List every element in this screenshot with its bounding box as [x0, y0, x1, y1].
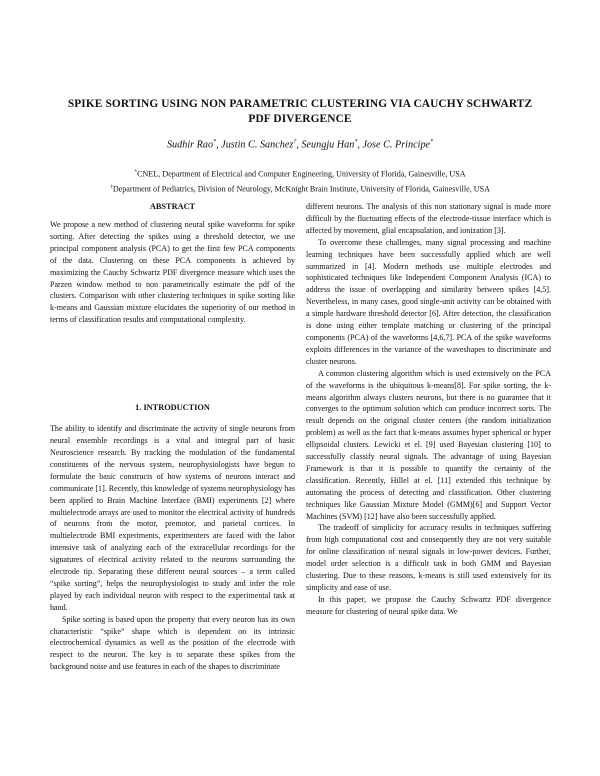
author-mark: * — [354, 139, 358, 145]
abstract-text: We propose a new method of clustering neural spike waveforms for spike sorting. After detecting the spikes using a threshold detector, we use principal component analysis (PCA) to get the first few PCA components of the data. Clustering on these PCA components is achieved by maximizing the Cauchy Schwartz PDF divergence measure which uses the Parzen window method to non parametrically estimate the pdf of the clusters. Comparison with other clustering techniques in spike sorting like k-means and Gaussian mixture elucidates the superiority of our method in terms of classification results and computational complexity. — [50, 220, 295, 325]
intro-paragraph: In this paper, we propose the Cauchy Schwartz PDF divergence measure for clustering of neural spike data. We — [306, 594, 551, 616]
title-line-2: PDF DIVERGENCE — [248, 113, 352, 125]
title-line-1: SPIKE SORTING USING NON PARAMETRIC CLUSTERING VIA CAUCHY SCHWARTZ — [67, 98, 533, 110]
abstract-heading: ABSTRACT — [149, 202, 196, 211]
author-mark: † — [293, 139, 297, 145]
affiliation-line — [40, 181, 560, 196]
intro-paragraph-continued: different neurons. The analysis of this non stationary signal is made more difficult by the fluctuating effects of the electrode-tissue interface which is affected by movement, glial encapsulation, and ionization [3]. — [306, 202, 551, 235]
author-name: Jose C. Principe — [362, 139, 431, 151]
intro-paragraph: Spike sorting is based upon the property that every neuron has its own characteristic “spike” shape which is dependent on its intrinsic electrochemical dynamics as well as the position of the electrode with respect to the neuron. The key is to separate these spikes from the background noise and use features in each of the shapes to discriminate — [50, 614, 295, 672]
paper-title — [40, 97, 560, 127]
intro-paragraph: To overcome these challenges, many signal processing and machine learning techniques have been successfully applied which are well summarized in [4]. Modern methods use multiple electrodes and sophisticated techniques like Independent Component Analysis (ICA) to address the issue of overlapping and similarity between spikes [4,5]. Nevertheless, in many cases, good single-unit activity can be obtained with a simple hardware threshold detector [6]. After detection, the classification is done using either template matching or clustering of the principal components (PCA) of the waveforms [4,6,7]. PCA of the spike waveforms exploits differences in the variance of the waveshapes to discriminate and cluster neurons. — [306, 237, 551, 366]
affiliation-mark: † — [110, 183, 113, 190]
author-mark: * — [430, 139, 434, 145]
author-name: Justin C. Sanchez — [221, 139, 294, 151]
affiliation-mark: * — [134, 169, 138, 175]
author-name: Seungju Han — [301, 139, 355, 151]
affiliation-line — [40, 166, 560, 181]
author-mark: * — [213, 139, 217, 145]
affiliation-text: CNEL, Department of Electrical and Computer Engineering, University of Florida, Gainesville, USA — [137, 169, 466, 179]
right-column — [306, 201, 551, 618]
author-list: Sudhir Rao*, Justin C. Sanchez†, Seungju Han*, Jose C. Principe* — [166, 139, 434, 151]
introduction-heading: 1. INTRODUCTION — [135, 403, 210, 413]
author-name: Sudhir Rao — [166, 139, 214, 151]
left-column — [50, 201, 295, 673]
intro-paragraph: The tradeoff of simplicity for accuracy results in techniques suffering from high computational cost and consequently they are not very suitable for online classification of neural signals in low-power devices. Further, model order selection is a difficult task in both GMM and Bayesian clustering. Due to these reasons, k-means is still used extensively for its simplicity and ease of use. — [306, 523, 551, 592]
affiliation-text: Department of Pediatrics, Division of Neurology, McKnight Brain Institute, University of Florida, Gainesville, USA — [112, 184, 490, 194]
intro-paragraph: A common clustering algorithm which is used extensively on the PCA of the waveforms is the ubiquitous k-means[8]. For spike sorting, the k-means algorithm always clusters neurons, but there is no guarantee that it converges to the optimum solution which can produce incorrect sorts. The result depends on the original cluster centers (the random initialization problem) as well as the fact that k-means assumes hyper spherical or hyper ellipsoidal clusters. Lewicki et el. [9] used Bayesian clustering [10] to successfully classify neural signals. The advantage of using Bayesian Framework is that it is possible to quantify the certainty of the classification. Recently, Hillel at el. [11] extended this technique by automating the process of detecting and classification. Other clustering techniques like Gaussian Mixture Model (GMM)[6] and Support Vector Machines (SVM) [12] have also been successfully applied. — [306, 368, 551, 521]
affiliations — [40, 166, 560, 195]
intro-paragraph: The ability to identify and discriminate the activity of single neurons from neural ensemble recordings is a vital and integral part of basic Neuroscience research. By tracking the modulation of the fundamental constituents of the nervous system, neurophysiologists have begun to formulate the basic constructs of how systems of neurons interact and communicate [1]. Recently, this knowledge of systems neurophysiology has been applied to Brain Machine Interface (BMI) experiments [2] where multielectrode arrays are used to monitor the electrical activity of hundreds of neurons from the motor, premotor, and parietal cortices. In multielectrode BMI experiments, experimenters are faced with the labor intensive task of analyzing each of the extracellular recordings for the signatures of electrical activity related to the neurons surrounding the electrode tip. Separating these different neural sources – a term called “spike sorting”, helps the neurophysiologist to study and infer the role played by each individual neuron with respect to the experimental task at hand. — [50, 424, 295, 612]
